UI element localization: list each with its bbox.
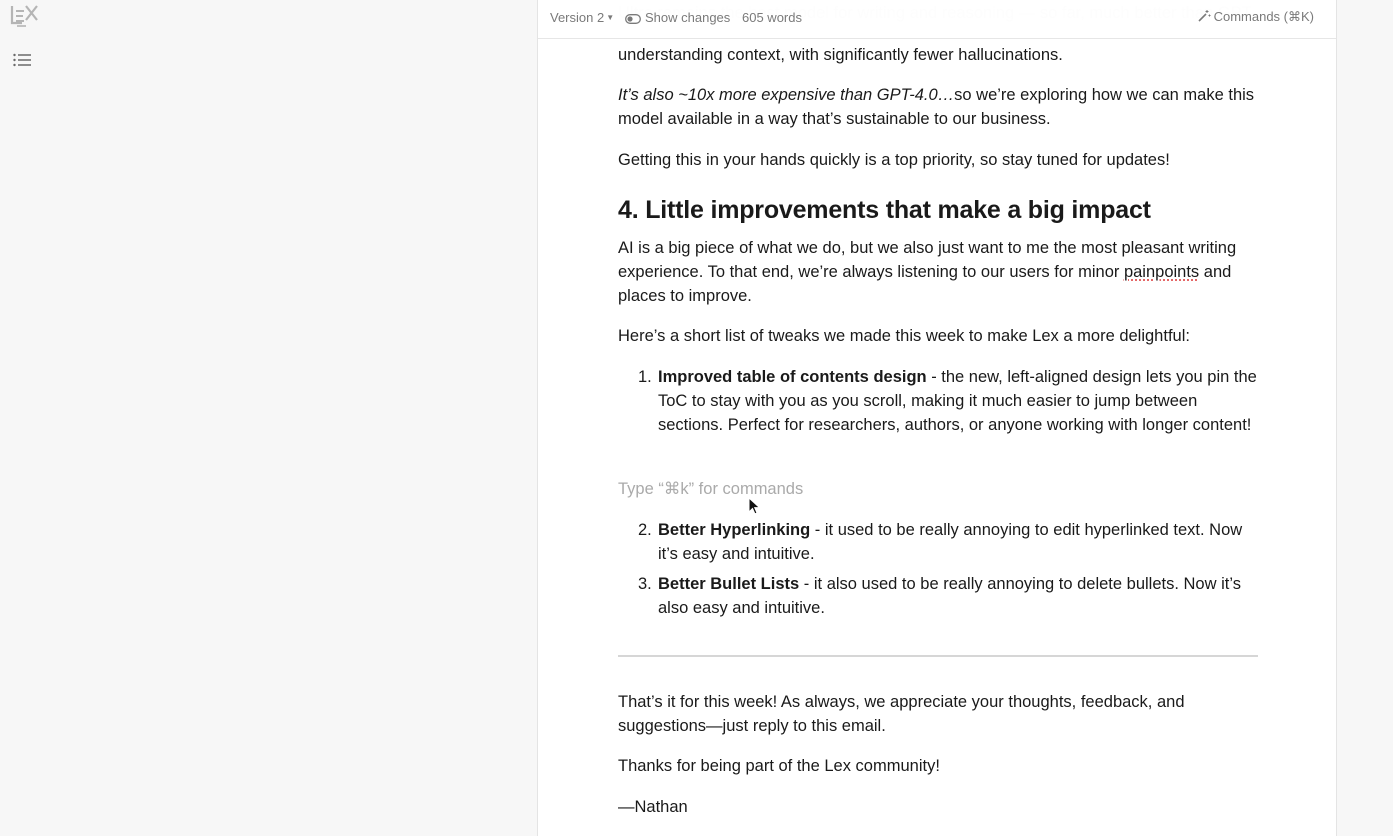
toggle-icon (625, 14, 641, 24)
paragraph-text: AI is a big piece of what we do, but we also just want to me the most pleasant writing experience. To that end, we’re always listening to our users for minor (618, 239, 1237, 281)
list-item-text: - it used to be really annoying to edit hyperlinked text. Now it’s easy and intuitive. (658, 521, 1243, 563)
chevron-down-icon: ▼ (606, 13, 615, 22)
list-item[interactable] (638, 518, 1258, 566)
paragraph[interactable] (618, 236, 1258, 308)
paragraph[interactable]: understanding context, with significantly fewer hallucinations. (618, 46, 1063, 64)
list-item-title: Better Hyperlinking (658, 521, 811, 539)
show-changes-toggle[interactable] (625, 10, 730, 25)
signature[interactable]: —Nathan (618, 798, 688, 816)
paragraph[interactable]: Getting this in your hands quickly is a top priority, so stay tuned for updates! (618, 151, 1170, 169)
command-placeholder[interactable]: Type “⌘k” for commands (618, 480, 804, 498)
list-item[interactable] (638, 365, 1258, 437)
misspelled-word[interactable]: painpoints (1123, 263, 1200, 281)
section-heading[interactable]: 4. Little improvements that make a big impact (618, 196, 1151, 224)
version-label: Version 2 (550, 10, 605, 25)
horizontal-divider (618, 655, 1258, 657)
list-item-text: - it also used to be really annoying to delete bullets. Now it’s also easy and intuitive. (658, 575, 1241, 617)
version-dropdown[interactable] (550, 10, 614, 25)
paragraph[interactable]: Thanks for being part of the Lex community! (618, 757, 940, 775)
list-number: 3. (638, 575, 652, 593)
list-item-text: - the new, left-aligned design lets you pin the ToC to stay with you as you scroll, making it much easier to jump between sections. Perfect for researchers, authors, or anyone working with longer content! (658, 368, 1257, 434)
list-item[interactable] (638, 572, 1258, 620)
show-changes-label: Show changes (645, 10, 731, 25)
list-number: 2. (638, 521, 652, 539)
paragraph[interactable]: Here’s a short list of tweaks we made this week to make Lex a more delightful: (618, 327, 1190, 345)
list-icon[interactable] (12, 52, 34, 70)
paragraph-text: so we’re exploring how we can make this model available in a way that’s sustainable to our business. (618, 86, 1255, 128)
mouse-cursor-icon (748, 497, 762, 517)
document-page (537, 0, 1337, 836)
magic-wand-icon (1197, 9, 1211, 23)
word-count: 605 words (742, 10, 802, 25)
list-item-title: Better Bullet Lists (658, 575, 800, 593)
italic-text: It’s also ~10x more expensive than GPT-4.0… (618, 86, 955, 104)
paragraph[interactable]: That’s it for this week! As always, we appreciate your thoughts, feedback, and suggestions—just reply to this email. (618, 693, 1185, 735)
document-toolbar (538, 0, 1336, 39)
commands-button[interactable] (1197, 9, 1314, 25)
paragraph-text: and places to improve. (618, 263, 1232, 305)
commands-label: Commands (⌘K) (1213, 9, 1314, 24)
list-item-title: Improved table of contents design (658, 368, 927, 386)
paragraph[interactable] (618, 83, 1258, 131)
lex-logo-icon[interactable] (10, 3, 40, 29)
list-number: 1. (638, 368, 652, 386)
left-rail (0, 0, 60, 836)
